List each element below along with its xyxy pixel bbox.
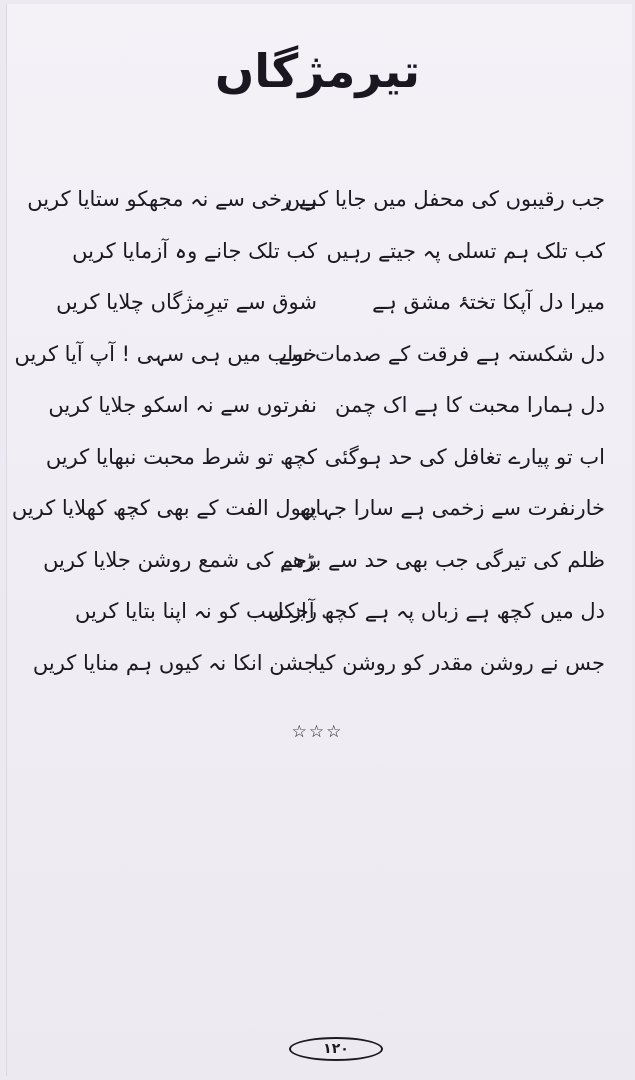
second-line: خواب میں ہی سہی ! آپ آیا کریں — [14, 341, 317, 366]
second-line: شوق سے تیرِمژگاں چلایا کریں — [56, 290, 317, 314]
couplet — [0, 184, 635, 236]
first-line: اب تو پیارے تغافل کی حد ہوگئی — [324, 444, 605, 469]
second-line: پھول الفت کے بھی کچھ کھلایا کریں — [11, 496, 317, 520]
couplet — [0, 236, 635, 288]
couplet — [0, 545, 635, 597]
couplet — [0, 390, 635, 442]
first-line: دل شکستہ ہے فرقت کے صدمات سے — [278, 341, 605, 366]
first-line: خارنفرت سے زخمی ہے سارا جہاں — [299, 496, 605, 520]
couplet — [0, 493, 635, 545]
couplet — [0, 287, 635, 339]
first-line: میرا دل آپکا تختۂ مشق ہے — [372, 290, 605, 314]
first-line: ظلم کی تیرگی جب بھی حد سے بڑھے — [280, 547, 605, 572]
couplet — [0, 596, 635, 648]
first-line: جب رقیبوں کی محفل میں جایا کریں — [284, 187, 605, 211]
page-number-frame — [289, 1037, 383, 1061]
second-line: جشن انکا نہ کیوں ہم منایا کریں — [32, 650, 317, 675]
second-line: راز سب کو نہ اپنا بتایا کریں — [74, 599, 317, 623]
couplet — [0, 442, 635, 494]
page-number: ۱۲۰ — [323, 1041, 349, 1057]
first-line: کب تلک ہم تسلی پہ جیتے رہیں — [326, 238, 605, 263]
second-line: کب تلک جانے وہ آزمایا کریں — [72, 238, 317, 263]
second-line: بے رخی سے نہ مجھکو ستایا کریں — [27, 187, 317, 211]
couplet — [0, 648, 635, 700]
star-ornament: ☆☆☆ — [291, 722, 344, 742]
second-line: نفرتوں سے نہ اسکو جلایا کریں — [48, 393, 317, 417]
first-line: دل میں کچھ ہے زباں پہ ہے کچھ آجکل — [268, 599, 605, 623]
couplet — [0, 339, 635, 391]
first-line: جس نے روشن مقدر کو روشن کیا — [312, 650, 605, 675]
second-line: رحم کی شمع روشن جلایا کریں — [43, 547, 317, 572]
poem-body — [0, 184, 635, 699]
first-line: دل ہمارا محبت کا ہے اک چمن — [335, 393, 605, 417]
second-line: کچھ تو شرط محبت نبھایا کریں — [45, 444, 317, 469]
poem-title: تیرمژگاں — [214, 44, 421, 98]
